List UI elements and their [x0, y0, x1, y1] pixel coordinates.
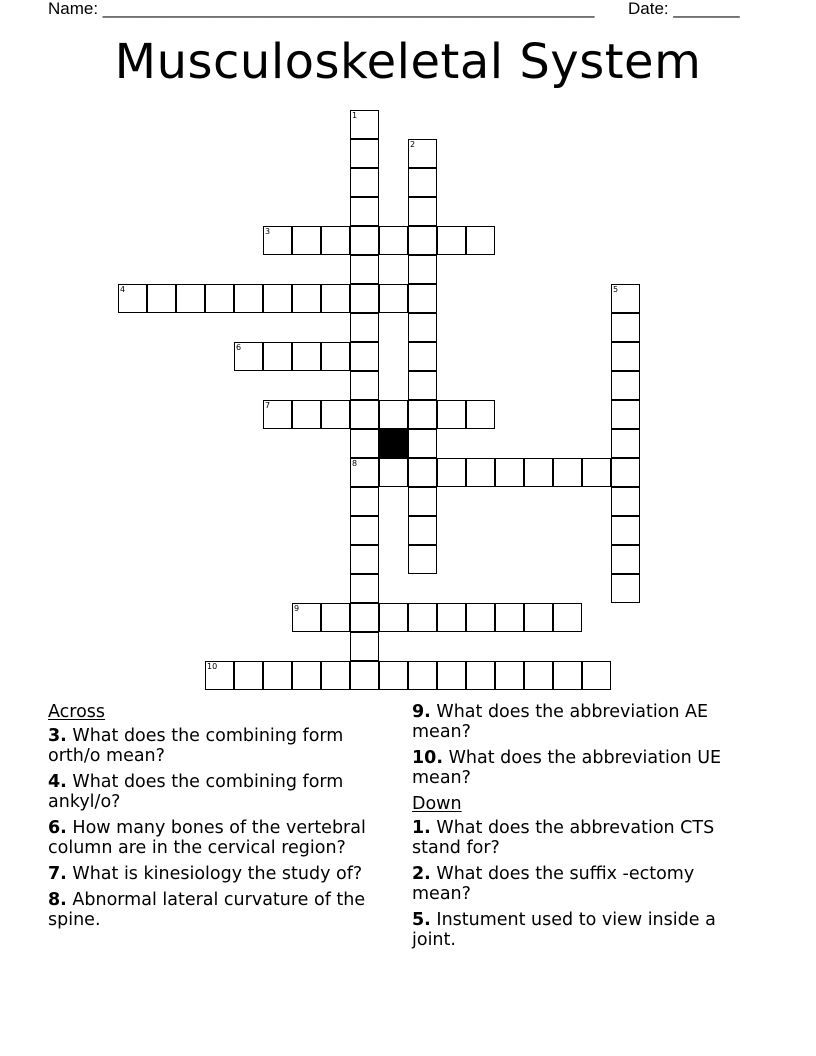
grid-cell[interactable] [466, 603, 495, 632]
grid-cell[interactable] [147, 284, 176, 313]
grid-cell[interactable] [524, 661, 553, 690]
grid-cell[interactable] [611, 545, 640, 574]
grid-cell[interactable] [321, 400, 350, 429]
clue-text: What does the suffix -ectomy mean? [412, 864, 695, 904]
grid-cell[interactable] [350, 168, 379, 197]
grid-cell[interactable] [408, 661, 437, 690]
grid-cell[interactable] [437, 661, 466, 690]
grid-cell[interactable] [321, 603, 350, 632]
grid-cell[interactable] [553, 661, 582, 690]
name-field-label: Name: ____________________________________________________ [48, 0, 595, 18]
grid-cell[interactable] [611, 429, 640, 458]
grid-cell[interactable] [408, 545, 437, 574]
grid-cell[interactable] [408, 400, 437, 429]
grid-cell[interactable] [495, 458, 524, 487]
grid-cell[interactable] [408, 458, 437, 487]
cell-number: 6 [236, 343, 242, 352]
grid-cell[interactable] [408, 226, 437, 255]
grid-cell[interactable] [350, 661, 379, 690]
grid-cell[interactable] [437, 400, 466, 429]
grid-cell[interactable] [379, 458, 408, 487]
clue-across-9 [412, 702, 757, 742]
grid-cell[interactable] [379, 661, 408, 690]
grid-cell[interactable] [292, 226, 321, 255]
clue-across-6 [48, 818, 393, 858]
grid-cell[interactable] [611, 342, 640, 371]
cell-number: 8 [352, 459, 358, 468]
clue-text: What does the abbreviation AE mean? [412, 702, 709, 742]
clue-across-10 [412, 748, 757, 788]
grid-cell[interactable] [408, 342, 437, 371]
grid-cell[interactable] [524, 458, 553, 487]
clue-number: 5. [412, 910, 431, 930]
grid-cell[interactable] [234, 342, 263, 371]
cell-number: 1 [352, 111, 358, 120]
grid-cell[interactable] [611, 313, 640, 342]
grid-cell[interactable] [176, 284, 205, 313]
grid-cell[interactable] [350, 110, 379, 139]
grid-cell[interactable] [437, 226, 466, 255]
clue-across-7 [48, 864, 393, 884]
grid-cell[interactable] [350, 516, 379, 545]
clue-number: 4. [48, 772, 67, 792]
grid-cell[interactable] [321, 661, 350, 690]
date-field-label: Date: _______ [628, 0, 740, 18]
grid-cell[interactable] [350, 255, 379, 284]
clue-text: What does the abbrevation CTS stand for? [412, 818, 715, 858]
page-title: Musculoskeletal System [114, 34, 702, 90]
grid-cell[interactable] [205, 284, 234, 313]
grid-cell[interactable] [582, 458, 611, 487]
grid-cell[interactable] [379, 400, 408, 429]
grid-cell[interactable] [408, 429, 437, 458]
grid-cell[interactable] [234, 284, 263, 313]
clues-right-column [412, 702, 757, 956]
clue-across-4 [48, 772, 393, 812]
grid-cell[interactable] [263, 661, 292, 690]
grid-cell[interactable] [263, 342, 292, 371]
grid-cell[interactable] [350, 603, 379, 632]
grid-cell[interactable] [408, 603, 437, 632]
clue-number: 6. [48, 818, 67, 838]
grid-cell[interactable] [611, 574, 640, 603]
grid-cell[interactable] [408, 313, 437, 342]
grid-cell[interactable] [350, 139, 379, 168]
clue-down-1 [412, 818, 757, 858]
cell-number: 2 [410, 140, 416, 149]
clue-text: How many bones of the vertebral column are in the cervical region? [48, 818, 366, 858]
grid-cell[interactable] [263, 284, 292, 313]
grid-cell[interactable] [292, 342, 321, 371]
grid-cell[interactable] [408, 139, 437, 168]
grid-cell[interactable] [582, 661, 611, 690]
grid-cell[interactable] [611, 284, 640, 313]
clues-left-column [48, 702, 393, 936]
grid-cell[interactable] [321, 342, 350, 371]
grid-cell[interactable] [408, 371, 437, 400]
grid-cell[interactable] [408, 516, 437, 545]
cell-number: 5 [613, 285, 619, 294]
clue-number: 10. [412, 748, 444, 768]
clue-text: What is kinesiology the study of? [72, 864, 363, 884]
grid-cell[interactable] [408, 284, 437, 313]
grid-cell[interactable] [292, 661, 321, 690]
clue-down-2 [412, 864, 757, 904]
clue-text: What does the combining form ankyl/o? [48, 772, 344, 812]
cell-number: 9 [294, 604, 300, 613]
clue-text: Instument used to view inside a joint. [412, 910, 716, 950]
grid-cell[interactable] [408, 255, 437, 284]
grid-cell[interactable] [350, 458, 379, 487]
clue-number: 7. [48, 864, 67, 884]
across-heading: Across [48, 702, 106, 722]
grid-cell[interactable] [524, 603, 553, 632]
grid-cell[interactable] [379, 603, 408, 632]
grid-cell[interactable] [350, 545, 379, 574]
clue-across-8 [48, 890, 393, 930]
grid-cell[interactable] [205, 661, 234, 690]
grid-cell[interactable] [466, 661, 495, 690]
grid-cell[interactable] [292, 284, 321, 313]
grid-cell[interactable] [611, 371, 640, 400]
grid-cell[interactable] [292, 603, 321, 632]
grid-cell[interactable] [553, 458, 582, 487]
grid-cell[interactable] [466, 458, 495, 487]
grid-cell[interactable] [611, 458, 640, 487]
grid-cell[interactable] [611, 400, 640, 429]
grid-cell[interactable] [350, 226, 379, 255]
clue-text: What does the abbreviation UE mean? [412, 748, 722, 788]
clue-down-5 [412, 910, 757, 950]
grid-cell[interactable] [321, 226, 350, 255]
grid-cell[interactable] [466, 226, 495, 255]
grid-cell[interactable] [611, 516, 640, 545]
cell-number: 7 [265, 401, 271, 410]
grid-cell[interactable] [495, 661, 524, 690]
grid-cell[interactable] [408, 168, 437, 197]
grid-cell[interactable] [263, 226, 292, 255]
grid-cell[interactable] [350, 574, 379, 603]
grid-cell[interactable] [350, 342, 379, 371]
grid-cell[interactable] [234, 661, 263, 690]
clue-text: What does the combining form orth/o mean? [48, 726, 344, 766]
grid-cell[interactable] [379, 284, 408, 313]
grid-cell[interactable] [437, 603, 466, 632]
grid-black-cell [379, 429, 408, 458]
grid-cell[interactable] [611, 487, 640, 516]
grid-cell[interactable] [350, 284, 379, 313]
grid-cell[interactable] [350, 313, 379, 342]
cell-number: 4 [120, 285, 126, 294]
grid-cell[interactable] [408, 487, 437, 516]
grid-cell[interactable] [437, 458, 466, 487]
down-heading: Down [412, 794, 462, 814]
grid-cell[interactable] [408, 197, 437, 226]
clue-across-3 [48, 726, 393, 766]
clue-number: 3. [48, 726, 67, 746]
grid-cell[interactable] [553, 603, 582, 632]
grid-cell[interactable] [466, 400, 495, 429]
grid-cell[interactable] [495, 603, 524, 632]
grid-cell[interactable] [321, 284, 350, 313]
clue-number: 2. [412, 864, 431, 884]
grid-cell[interactable] [350, 487, 379, 516]
clue-number: 8. [48, 890, 67, 910]
grid-cell[interactable] [350, 429, 379, 458]
cell-number: 10 [207, 662, 218, 671]
clue-number: 9. [412, 702, 431, 722]
grid-cell[interactable] [379, 226, 408, 255]
grid-cell[interactable] [350, 197, 379, 226]
clue-text: Abnormal lateral curvature of the spine. [48, 890, 366, 930]
grid-cell[interactable] [263, 400, 292, 429]
cell-number: 3 [265, 227, 271, 236]
grid-cell[interactable] [350, 400, 379, 429]
clue-number: 1. [412, 818, 431, 838]
grid-cell[interactable] [292, 400, 321, 429]
grid-cell[interactable] [118, 284, 147, 313]
grid-cell[interactable] [350, 371, 379, 400]
grid-cell[interactable] [350, 632, 379, 661]
